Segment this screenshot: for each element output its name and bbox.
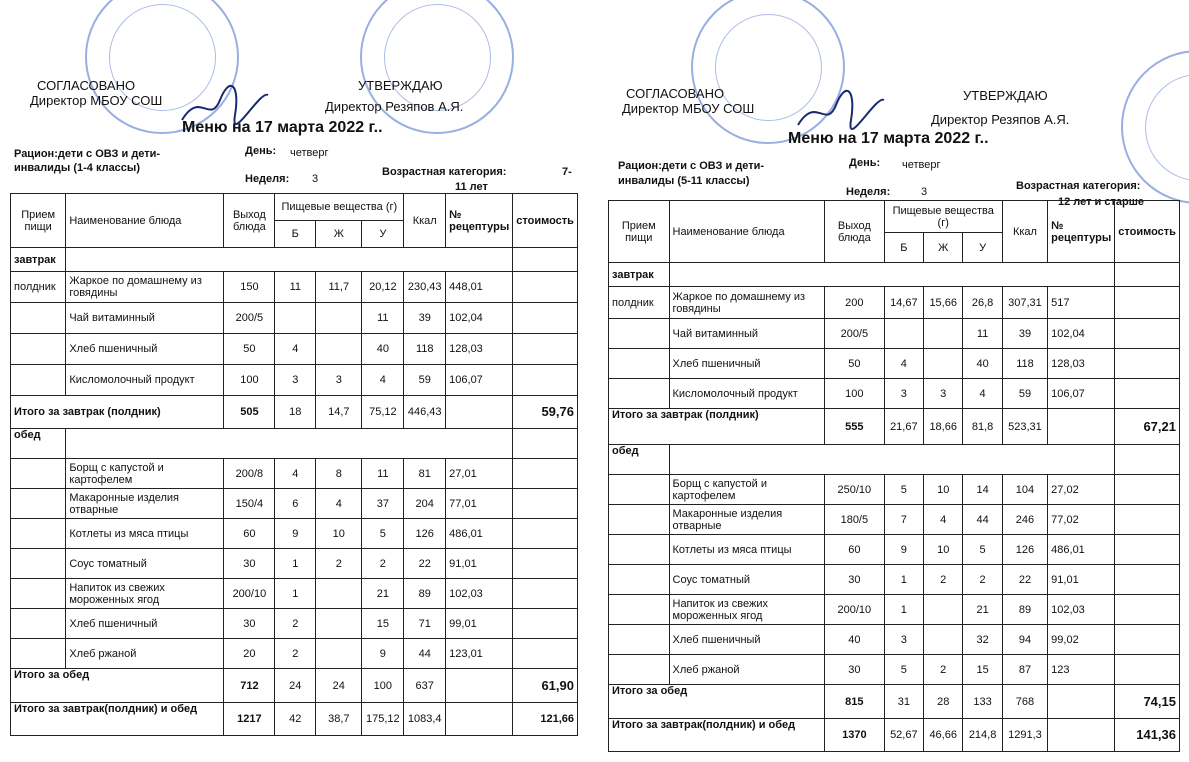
yield: 60 [825,535,885,565]
fat: 10 [924,475,963,505]
total-label: Итого за завтрак(полдник) и обед [11,703,224,736]
total-fat: 18,66 [924,409,963,445]
recipe-number: 102,03 [1048,595,1115,625]
recipe-number: 106,07 [1048,379,1115,409]
fat [924,319,963,349]
kcal: 204 [404,489,446,519]
signature [796,85,886,135]
carbs: 40 [963,349,1002,379]
age-value-2: 11 лет [455,181,488,193]
day-value: четверг [902,159,941,171]
breakfast-label: завтрак [11,248,66,272]
kcal: 87 [1002,655,1047,685]
fat: 2 [924,565,963,595]
dish-name: Хлеб пшеничный [66,609,224,639]
protein: 4 [884,349,923,379]
lunch-total-row [609,685,1180,719]
header-zh: Ж [316,221,362,248]
age-value: 7- [562,166,572,178]
yield: 200/8 [224,459,275,489]
carbs: 9 [362,639,404,669]
breakfast-label: завтрак [609,263,670,287]
fat [316,334,362,365]
kcal: 307,31 [1002,287,1047,319]
protein: 2 [275,609,316,639]
total-cost: 121,66 [513,703,578,736]
total-carbs: 100 [362,669,404,703]
menu-table [608,200,1180,752]
page-title: Меню на 17 марта 2022 г.. [182,119,383,136]
kcal: 246 [1002,505,1047,535]
header-dish: Наименование блюда [66,194,224,248]
carbs: 5 [362,519,404,549]
dish-name: Чай витаминный [66,303,224,334]
header-kcal: Ккал [1002,201,1047,263]
agreed-heading: СОГЛАСОВАНО [37,78,136,93]
table-row [609,535,1180,565]
recipe-number: 123,01 [446,639,513,669]
fat [316,609,362,639]
header-meal: Прием пищи [11,194,66,248]
protein: 5 [884,655,923,685]
yield: 200/5 [825,319,885,349]
header-recipe: № рецептуры [446,194,513,248]
fat: 15,66 [924,287,963,319]
kcal: 39 [1002,319,1047,349]
menu-table [10,193,578,736]
fat: 11,7 [316,272,362,303]
header-meal: Прием пищи [609,201,670,263]
protein [275,303,316,334]
total-fat: 24 [316,669,362,703]
recipe-number: 91,01 [446,549,513,579]
kcal: 126 [1002,535,1047,565]
header-u: У [963,233,1002,263]
dish-name: Соус томатный [669,565,825,595]
protein: 9 [884,535,923,565]
total-carbs: 175,12 [362,703,404,736]
yield: 30 [825,565,885,595]
protein: 7 [884,505,923,535]
header-b: Б [884,233,923,263]
carbs: 5 [963,535,1002,565]
table-row [11,609,578,639]
yield: 30 [224,609,275,639]
total-protein: 42 [275,703,316,736]
yield: 50 [825,349,885,379]
table-row [11,272,578,303]
ration-label-2: инвалиды (5-11 классы) [618,175,750,187]
carbs: 11 [362,459,404,489]
kcal: 126 [404,519,446,549]
yield: 150/4 [224,489,275,519]
recipe-number: 128,03 [446,334,513,365]
table-row [609,625,1180,655]
total-protein: 24 [275,669,316,703]
carbs: 32 [963,625,1002,655]
carbs: 21 [362,579,404,609]
yield: 50 [224,334,275,365]
carbs: 4 [963,379,1002,409]
protein: 3 [275,365,316,396]
fat: 10 [316,519,362,549]
ration-label-2: инвалиды (1-4 классы) [14,162,140,174]
total-label: Итого за обед [11,669,224,703]
carbs: 11 [362,303,404,334]
yield: 60 [224,519,275,549]
dish-name: Борщ с капустой и картофелем [669,475,825,505]
total-label: Итого за обед [609,685,825,719]
yield: 200 [825,287,885,319]
total-yield: 815 [825,685,885,719]
dish-name: Котлеты из мяса птицы [66,519,224,549]
approved-heading: УТВЕРЖДАЮ [963,88,1048,103]
lunch-label: обед [11,429,66,459]
total-cost: 141,36 [1115,719,1180,752]
total-yield: 1217 [224,703,275,736]
total-protein: 18 [275,396,316,429]
menu-page-left [0,0,585,762]
fat [316,303,362,334]
agreed-heading: СОГЛАСОВАНО [626,86,725,101]
table-row [11,489,578,519]
recipe-number: 517 [1048,287,1115,319]
fat [924,595,963,625]
protein: 1 [275,549,316,579]
total-fat: 14,7 [316,396,362,429]
ration-label: Рацион:дети с ОВЗ и дети- [14,148,161,160]
fat [316,639,362,669]
kcal: 44 [404,639,446,669]
recipe-number: 128,03 [1048,349,1115,379]
total-protein: 52,67 [884,719,923,752]
carbs: 2 [362,549,404,579]
total-label: Итого за завтрак(полдник) и обед [609,719,825,752]
total-carbs: 81,8 [963,409,1002,445]
protein: 3 [884,379,923,409]
table-row [609,319,1180,349]
total-cost: 59,76 [513,396,578,429]
age-value: 12 лет и старше [1058,196,1144,208]
total-cost: 61,90 [513,669,578,703]
carbs: 26,8 [963,287,1002,319]
table-row [609,475,1180,505]
recipe-number: 99,01 [446,609,513,639]
total-label: Итого за завтрак (полдник) [609,409,825,445]
table-row [609,287,1180,319]
total-kcal: 446,43 [404,396,446,429]
kcal: 94 [1002,625,1047,655]
protein: 1 [884,595,923,625]
table-row [11,303,578,334]
protein: 2 [275,639,316,669]
dish-name: Хлеб пшеничный [669,625,825,655]
total-cost: 74,15 [1115,685,1180,719]
fat [924,625,963,655]
carbs: 37 [362,489,404,519]
fat: 8 [316,459,362,489]
protein: 4 [275,459,316,489]
dish-name: Хлеб ржаной [66,639,224,669]
recipe-number: 102,03 [446,579,513,609]
fat: 3 [924,379,963,409]
fat: 4 [316,489,362,519]
dish-name: Макаронные изделия отварные [66,489,224,519]
recipe-number: 486,01 [1048,535,1115,565]
yield: 200/5 [224,303,275,334]
kcal: 118 [1002,349,1047,379]
total-kcal: 1083,4 [404,703,446,736]
total-carbs: 214,8 [963,719,1002,752]
total-fat: 38,7 [316,703,362,736]
total-protein: 21,67 [884,409,923,445]
yield: 200/10 [825,595,885,625]
fat: 10 [924,535,963,565]
carbs: 44 [963,505,1002,535]
yield: 250/10 [825,475,885,505]
week-label: Неделя: [245,173,290,185]
dish-name: Хлеб пшеничный [66,334,224,365]
carbs: 15 [963,655,1002,685]
lunch-total-row [11,669,578,703]
table-row [609,505,1180,535]
recipe-number: 99,02 [1048,625,1115,655]
kcal: 81 [404,459,446,489]
yield: 20 [224,639,275,669]
yield: 150 [224,272,275,303]
dish-name: Соус томатный [66,549,224,579]
header-recipe: № рецептуры [1048,201,1115,263]
table-row [609,349,1180,379]
table-row [11,519,578,549]
day-label: День: [849,157,881,169]
protein: 1 [275,579,316,609]
week-value: 3 [921,186,928,198]
fat: 4 [924,505,963,535]
fat: 2 [924,655,963,685]
header-u: У [362,221,404,248]
protein: 11 [275,272,316,303]
table-row [609,565,1180,595]
age-label: Возрастная категория: [382,166,507,178]
fat [316,579,362,609]
ration-label: Рацион:дети с ОВЗ и дети- [618,160,765,172]
protein: 9 [275,519,316,549]
header-cost: стоимость [1115,201,1180,263]
kcal: 39 [404,303,446,334]
yield: 30 [825,655,885,685]
dish-name: Жаркое по домашнему из говядины [669,287,825,319]
total-kcal: 637 [404,669,446,703]
total-fat: 46,66 [924,719,963,752]
carbs: 2 [963,565,1002,595]
total-label: Итого за завтрак (полдник) [11,396,224,429]
day-value: четверг [290,147,329,159]
dish-name: Макаронные изделия отварные [669,505,825,535]
carbs: 4 [362,365,404,396]
header-dish: Наименование блюда [669,201,825,263]
kcal: 118 [404,334,446,365]
total-carbs: 75,12 [362,396,404,429]
grand-total-row [11,703,578,736]
agreed-by: Директор МБОУ СОШ [30,93,163,108]
total-kcal: 1291,3 [1002,719,1047,752]
yield: 100 [825,379,885,409]
dish-name: Жаркое по домашнему из говядины [66,272,224,303]
approved-heading: УТВЕРЖДАЮ [358,78,443,93]
protein: 3 [884,625,923,655]
header-kcal: Ккал [404,194,446,248]
dish-name: Хлеб пшеничный [669,349,825,379]
lunch-label: обед [609,445,670,475]
recipe-number: 91,01 [1048,565,1115,595]
dish-name: Кисломолочный продукт [669,379,825,409]
total-yield: 555 [825,409,885,445]
agreed-by: Директор МБОУ СОШ [622,101,755,116]
recipe-number: 102,04 [446,303,513,334]
snack-label: полдник [11,272,66,303]
dish-name: Напиток из свежих мороженных ягод [669,595,825,625]
kcal: 104 [1002,475,1047,505]
dish-name: Напиток из свежих мороженных ягод [66,579,224,609]
total-kcal: 523,31 [1002,409,1047,445]
fat: 3 [316,365,362,396]
header-yield: Выход блюда [825,201,885,263]
week-label: Неделя: [846,186,891,198]
breakfast-total-row [609,409,1180,445]
dish-name: Борщ с капустой и картофелем [66,459,224,489]
table-row [11,579,578,609]
recipe-number: 448,01 [446,272,513,303]
protein: 4 [275,334,316,365]
yield: 100 [224,365,275,396]
carbs: 11 [963,319,1002,349]
total-yield: 712 [224,669,275,703]
kcal: 71 [404,609,446,639]
protein: 14,67 [884,287,923,319]
header-zh: Ж [924,233,963,263]
protein [884,319,923,349]
carbs: 14 [963,475,1002,505]
dish-name: Кисломолочный продукт [66,365,224,396]
recipe-number: 27,02 [1048,475,1115,505]
menu-page-right [596,0,1189,762]
protein: 5 [884,475,923,505]
table-row [11,459,578,489]
kcal: 59 [404,365,446,396]
protein: 1 [884,565,923,595]
protein: 6 [275,489,316,519]
yield: 40 [825,625,885,655]
kcal: 22 [404,549,446,579]
total-carbs: 133 [963,685,1002,719]
dish-name: Хлеб ржаной [669,655,825,685]
kcal: 59 [1002,379,1047,409]
recipe-number: 102,04 [1048,319,1115,349]
recipe-number: 123 [1048,655,1115,685]
table-row [11,639,578,669]
table-row [609,655,1180,685]
carbs: 21 [963,595,1002,625]
header-nutrients: Пищевые вещества (г) [884,201,1002,233]
table-row [11,365,578,396]
total-protein: 31 [884,685,923,719]
dish-name: Чай витаминный [669,319,825,349]
breakfast-total-row [11,396,578,429]
total-cost: 67,21 [1115,409,1180,445]
snack-label: полдник [609,287,670,319]
kcal: 230,43 [404,272,446,303]
recipe-number: 486,01 [446,519,513,549]
fat [924,349,963,379]
yield: 30 [224,549,275,579]
approved-by: Директор Резяпов А.Я. [325,99,464,114]
fat: 2 [316,549,362,579]
table-row [11,334,578,365]
yield: 180/5 [825,505,885,535]
recipe-number: 77,02 [1048,505,1115,535]
total-kcal: 768 [1002,685,1047,719]
dish-name: Котлеты из мяса птицы [669,535,825,565]
kcal: 89 [404,579,446,609]
carbs: 15 [362,609,404,639]
week-value: 3 [312,173,319,185]
total-yield: 505 [224,396,275,429]
age-label: Возрастная категория: [1016,180,1141,192]
day-label: День: [245,145,277,157]
yield: 200/10 [224,579,275,609]
header-yield: Выход блюда [224,194,275,248]
kcal: 22 [1002,565,1047,595]
table-row [11,549,578,579]
total-yield: 1370 [825,719,885,752]
kcal: 89 [1002,595,1047,625]
grand-total-row [609,719,1180,752]
table-row [609,595,1180,625]
table-row [609,379,1180,409]
recipe-number: 77,01 [446,489,513,519]
approved-by: Директор Резяпов А.Я. [931,112,1070,127]
header-b: Б [275,221,316,248]
header-cost: стоимость [513,194,578,248]
carbs: 20,12 [362,272,404,303]
total-fat: 28 [924,685,963,719]
page-title: Меню на 17 марта 2022 г.. [788,130,989,147]
recipe-number: 106,07 [446,365,513,396]
recipe-number: 27,01 [446,459,513,489]
carbs: 40 [362,334,404,365]
header-nutrients: Пищевые вещества (г) [275,194,404,221]
